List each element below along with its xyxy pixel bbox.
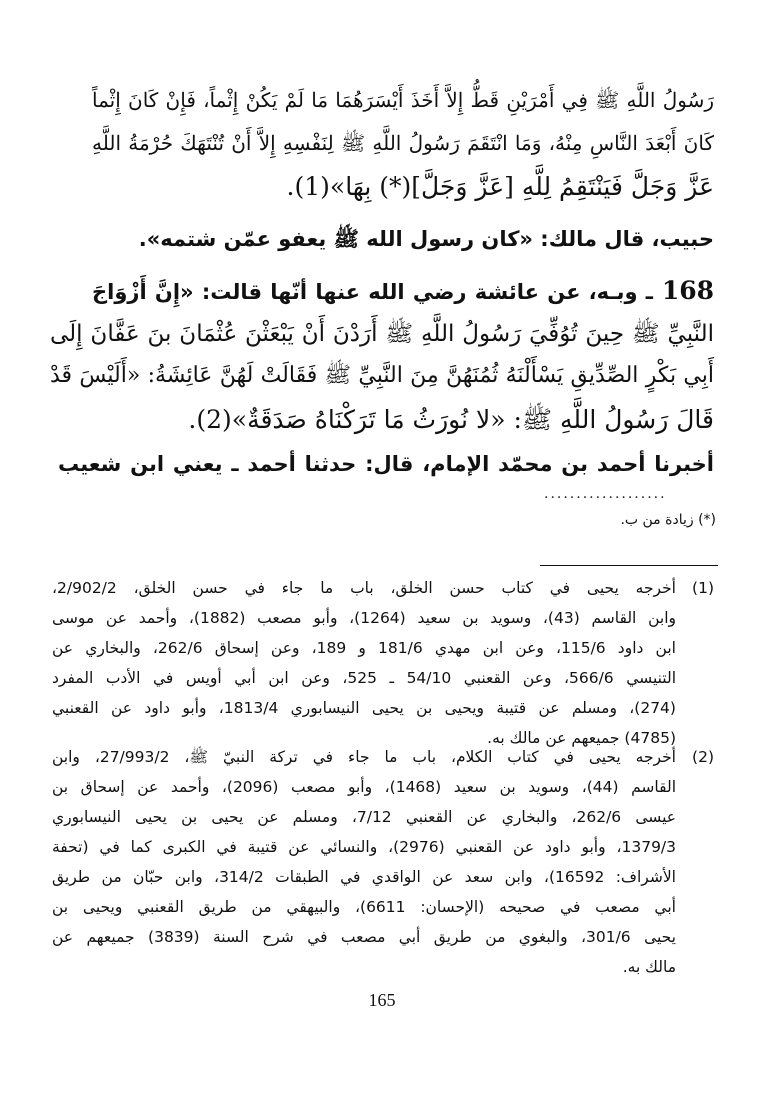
narration-chain-1: حبيب، قال مالك: «كان رسول الله ﷺ يعفو عمّن شتمه». xyxy=(138,227,714,251)
footnote-line: أخرجه يحيى في كتاب حسن الخلق، باب ما جاء في حسن الخلق، 2/902/2، xyxy=(52,579,676,597)
footnote-line: مالك به. xyxy=(622,958,676,976)
footnote-line: (274)، ومسلم عن قتيبة ويحيى بن يحيى النيسابوري 1813/4، وأبو داود عن القعنبي xyxy=(52,699,676,717)
footnote-line: 1379/3، وأبو داود عن القعنبي (2976)، والنسائي عن قتيبة في الكبرى كما في (تحفة xyxy=(52,838,677,856)
hadith-line-3: عَزَّ وَجَلَّ فَيَنْتَقِمُ لِلَّهِ [عَزَّ وَجَلَّ](*) بِهَا»(1). xyxy=(286,172,714,201)
footnote-separator xyxy=(540,565,718,566)
footnote-line: أبي مصعب في صحيحه (الإحسان: 6611)، والبيهقي من طريق القعنبي ويحيى بن xyxy=(52,898,676,916)
footnote-marker: (2) xyxy=(692,748,714,766)
ellipsis-dots: ................... xyxy=(544,486,667,502)
hadith-168-line-2: النَّبِيِّ ﷺ حِينَ تُوُفِّيَ رَسُولُ اللَّهِ ﷺ أَرَدْنَ أَنْ يَبْعَثْنَ عُثْمَانَ بنَ عَفَّانَ إِلَى xyxy=(50,321,714,347)
footnote-1 xyxy=(52,573,714,753)
addition-note: (*) زيادة من ب. xyxy=(620,512,716,528)
footnote-line: وابن القاسم (43)، وسويد بن سعيد (1264)، وأبو مصعب (1882)، وأحمد عن موسى xyxy=(52,609,676,627)
footnote-line: القاسم (44)، وسويد بن سعيد (1468)، وأبو مصعب (2096)، وأحمد عن إسحاق بن xyxy=(52,778,677,796)
footnote-line: الأشراف: 16592)، وابن سعد عن الواقدي في الطبقات 314/2، وابن حبّان من طريق xyxy=(52,868,676,886)
hadith-number: 168 xyxy=(661,276,715,305)
hadith-168-line-3: أَبِي بَكْرٍ الصِّدِّيقِ يَسْأَلْنَهُ ثُمُنَهُنَّ مِنَ النَّبِيِّ ﷺ فَقَالَتْ لَهُنَّ عَائِشَةُ: «أَلَيْسَ قَدْ xyxy=(50,363,714,388)
narration-chain-2: أخبرنا أحمد بن محمّد الإمام، قال: حدثنا أحمد ـ يعني ابن شعيب xyxy=(58,452,714,476)
hadith-line-2: كَانَ أَبْعَدَ النَّاسِ مِنْهُ، وَمَا انْتَقَمَ رَسُولُ اللَّهِ ﷺ لِنَفْسِهِ إِلاَّ أَنْ تُنْتَهَكَ حُرْمَةُ اللَّهِ xyxy=(92,131,714,155)
hadith-line-1: رَسُولُ اللَّهِ ﷺ فِي أَمْرَيْنِ قَطُّ إِلاَّ أَخَذَ أَيْسَرَهُمَا مَا لَمْ يَكُنْ إِثْماً، فَإِنْ كَانَ إِثْماً xyxy=(92,88,714,112)
footnote-line: (4785) جميعهم عن مالك به. xyxy=(487,729,676,747)
footnote-marker: (1) xyxy=(692,579,714,597)
hadith-168-line-4: قَالَ رَسُولُ اللَّهِ ﷺ: «لا نُورَثُ مَا تَرَكْنَاهُ صَدَقَةٌ»(2). xyxy=(188,405,714,434)
footnote-line: أخرجه يحيى في كتاب الكلام، باب ما جاء في تركة النبيّ ﷺ، 27/993/2، وابن xyxy=(52,748,676,766)
footnote-line: يحيى 301/6، والبغوي من طريق أبي مصعب في شرح السنة (3839) جميعهم عن xyxy=(52,928,676,946)
footnote-line: التنيسي 566/6، وعن القعنبي 54/10 ـ 525، وعن ابن أبي أويس في الأدب المفرد xyxy=(52,669,677,687)
hadith-168-intro: ـ وبـه، عن عائشة رضي الله عنها أنّها قالت: «إِنَّ أَزْوَاجَ xyxy=(92,280,653,304)
footnote-line: عيسى 262/6، والبخاري عن القعنبي 7/12، ومسلم عن يحيى بن يحيى النيسابوري xyxy=(52,808,676,826)
hadith-168-line-1 xyxy=(92,276,714,305)
footnote-line: ابن داود 115/6، وعن ابن مهدي 181/6 و 189، وعن إسحاق 262/6، والبخاري عن xyxy=(52,639,676,657)
page-number: 165 xyxy=(368,990,396,1010)
footnote-2 xyxy=(52,742,714,982)
